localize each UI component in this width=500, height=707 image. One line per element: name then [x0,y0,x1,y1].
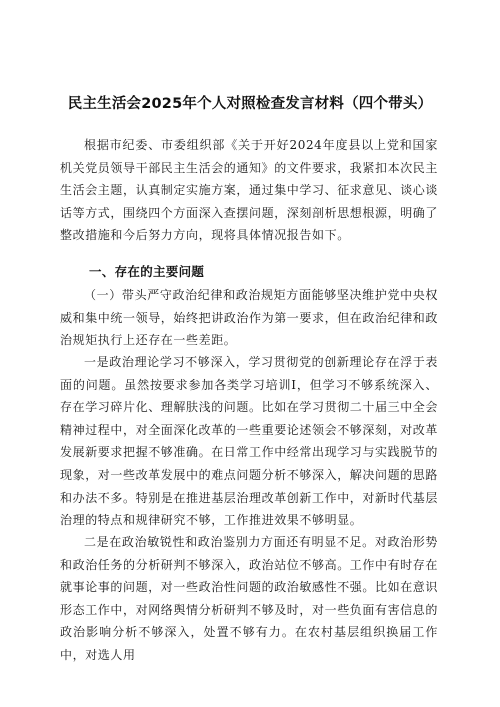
intro-paragraph: 根据市纪委、市委组织部《关于开好2024年度县以上党和国家机关党员领导干部民主生活会的通知》的文件要求，我紧扣本次民主生活会主题，认真制定实施方案，通过集中学习、征求意见、谈心谈话等方式，围绕四个方面深入查摆问题，深刻剖析思想根源，明确了整改措施和今后努力方向，现将具体情况报告如下。 [60,138,439,243]
document-title: 民主生活会2025年个人对照检查发言材料（四个带头） [67,96,433,112]
section-heading: 一、存在的主要问题 [89,264,205,279]
subsection-paragraph: （一）带头严守政治纪律和政治规矩方面能够坚决维护党中央权威和集中统一领导，始终把讲政治作为第一要求，但在政治纪律和政治规矩执行上还存在一些差距。 [60,288,439,348]
body-paragraph-1: 一是政治理论学习不够深入，学习贯彻党的创新理论存在浮于表面的问题。虽然按要求参加各类学习培训I，但学习不够系统深入、存在学习碎片化、理解肤浅的问题。比如在学习贯彻二十届三中全会精神过程中，对全面深化改革的一些重要论述领会不够深刻，对改革发展新要求把握不够准确。在日常工作中经常出现学习与实践脱节的现象，对一些改革发展中的难点问题分析不够深入，解决问题的思路和办法不多。特别是在推进基层治理改革创新工作中，对新时代基层治理的特点和规律研究不够，工作推进效果不够明显。 [60,355,439,528]
body-paragraph-2: 二是在政治敏锐性和政治鉴别力方面还有明显不足。对政治形势和政治任务的分析研判不够深入，政治站位不够高。工作中有时存在就事论事的问题，对一些政治性问题的政治敏感性不强。比如在意识形态工作中，对网络舆情分析研判不够及时，对一些负面有害信息的政治影响分析不够深入，处置不够有力。在农村基层组织换届工作中，对选人用 [60,535,439,662]
